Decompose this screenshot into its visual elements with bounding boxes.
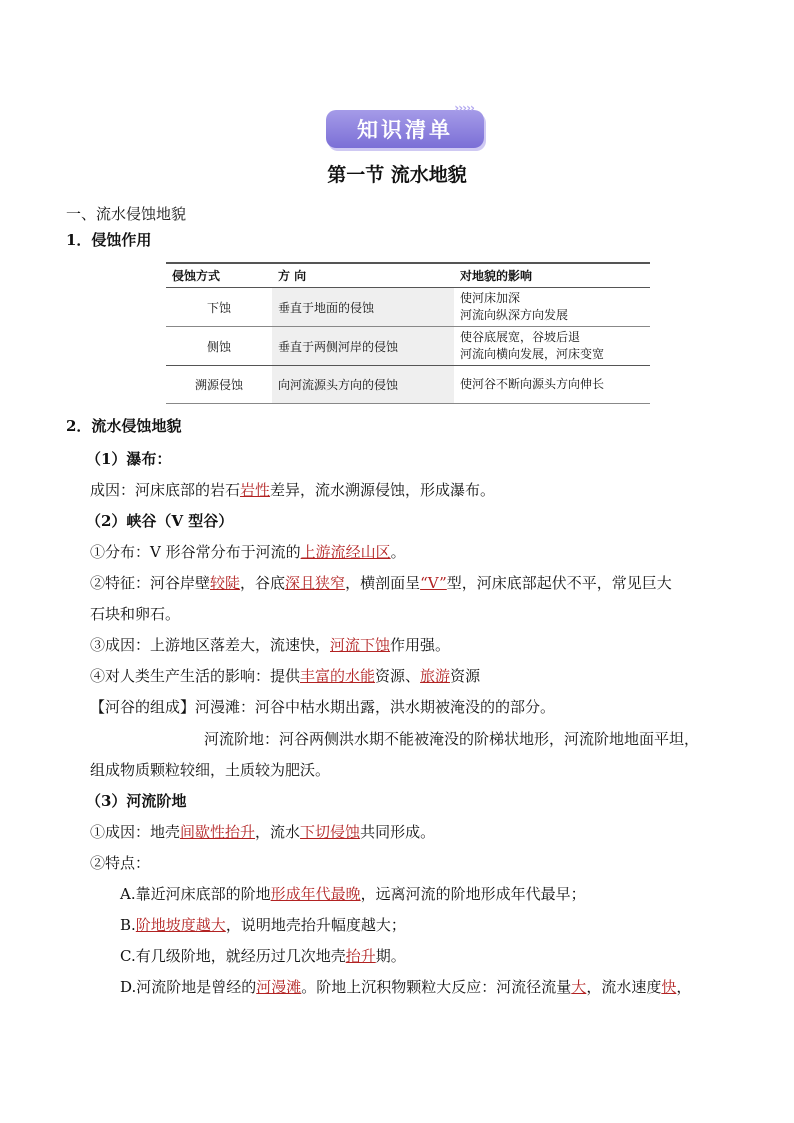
table-cell: [454, 366, 650, 404]
paragraph: 成因：河床底部的岩石岩性差异，流水溯源侵蚀，形成瀑布。: [90, 481, 496, 499]
key-term: 较陡: [210, 574, 241, 592]
key-term: 间歇性抬升: [180, 823, 256, 841]
paragraph: D.河流阶地是曾经的河漫滩。阶地上沉积物颗粒大反应：河流径流量大，流水速度快，: [120, 978, 692, 996]
key-term: 下切侵蚀: [300, 823, 361, 841]
key-term: 上游流经山区: [300, 543, 391, 561]
table-row: [166, 366, 650, 404]
badge-label: 知识清单: [326, 110, 484, 148]
paragraph: ④对人类生产生活的影响：提供丰富的水能资源、旅游资源: [90, 667, 481, 685]
paragraph: A.靠近河床底部的阶地形成年代最晚，远离河流的阶地形成年代最早；: [120, 885, 586, 903]
table-row: [166, 327, 650, 366]
key-term: 河漫滩: [256, 978, 302, 996]
table-header: 方 向: [272, 263, 454, 288]
erosion-table: [166, 262, 650, 404]
paragraph: 河流阶地：河谷两侧洪水期不能被淹没的阶梯状地形，河流阶地地面平坦，: [204, 730, 700, 748]
key-term: 河流下蚀: [330, 636, 391, 654]
paragraph: ②特点：: [90, 854, 151, 872]
paragraph: ②特征：河谷岸壁较陡，谷底深且狭窄，横剖面呈“V”型，河床底部起伏不平，常见巨大: [90, 574, 672, 592]
cell-line: 使河谷不断向源头方向伸长: [460, 377, 605, 391]
arrows-decoration-icon: ›››››: [454, 101, 474, 115]
key-term: 大: [571, 978, 587, 996]
table-cell: 向河流源头方向的侵蚀: [272, 366, 454, 404]
paragraph: 【河谷的组成】河漫滩：河谷中枯水期出露，洪水期被淹没的的部分。: [90, 698, 556, 716]
table-header: 侵蚀方式: [166, 263, 272, 288]
section-heading: 一、流水侵蚀地貌: [66, 205, 187, 223]
key-term: 丰富的水能: [300, 667, 376, 685]
table-cell: 侧蚀: [166, 327, 272, 366]
table-cell: 垂直于两侧河岸的侵蚀: [272, 327, 454, 366]
table-header: 对地貌的影响: [454, 263, 650, 288]
paragraph: 组成物质颗粒较细，土质较为肥沃。: [90, 761, 331, 779]
table-cell: [454, 288, 650, 327]
table-cell: 垂直于地面的侵蚀: [272, 288, 454, 327]
subsection-heading: 1．侵蚀作用: [66, 231, 152, 249]
table-header-row: [166, 263, 650, 288]
section-badge: [326, 103, 486, 151]
key-term: “V”: [420, 574, 447, 592]
paragraph: C.有几级阶地，就经历过几次地壳抬升期。: [120, 947, 406, 965]
key-term: 岩性: [240, 481, 271, 499]
bracket-label: 【河谷的组成】: [90, 698, 196, 716]
paragraph: ①分布：V 形谷常分布于河流的上游流经山区。: [90, 543, 406, 561]
paragraph: ③成因：上游地区落差大，流速快，河流下蚀作用强。: [90, 636, 451, 654]
paragraph: ①成因：地壳间歇性抬升，流水下切侵蚀共同形成。: [90, 823, 436, 841]
cell-line: 使谷底展宽，谷坡后退: [460, 330, 581, 344]
table-cell: 下蚀: [166, 288, 272, 327]
key-term: 快: [661, 978, 677, 996]
key-term: 形成年代最晚: [270, 885, 361, 903]
key-term: 旅游: [420, 667, 451, 685]
paragraph: 石块和卵石。: [90, 605, 181, 623]
item-heading: （1）瀑布：: [86, 450, 172, 468]
subsection-heading: 2．流水侵蚀地貌: [66, 417, 182, 435]
key-term: 抬升: [345, 947, 376, 965]
table-cell: 溯源侵蚀: [166, 366, 272, 404]
page-title: 第一节 流水地貌: [327, 164, 467, 186]
key-term: 深且狭窄: [285, 574, 346, 592]
table-row: [166, 288, 650, 327]
cell-line: 河流向横向发展，河床变宽: [460, 347, 605, 361]
item-heading: （3）河流阶地: [86, 792, 187, 810]
item-heading: （2）峡谷（V 型谷）: [86, 512, 234, 530]
table-cell: [454, 327, 650, 366]
key-term: 阶地坡度越大: [135, 916, 226, 934]
paragraph: B.阶地坡度越大，说明地壳抬升幅度越大；: [120, 916, 406, 934]
cell-line: 使河床加深: [460, 291, 521, 305]
cell-line: 河流向纵深方向发展: [460, 308, 569, 322]
